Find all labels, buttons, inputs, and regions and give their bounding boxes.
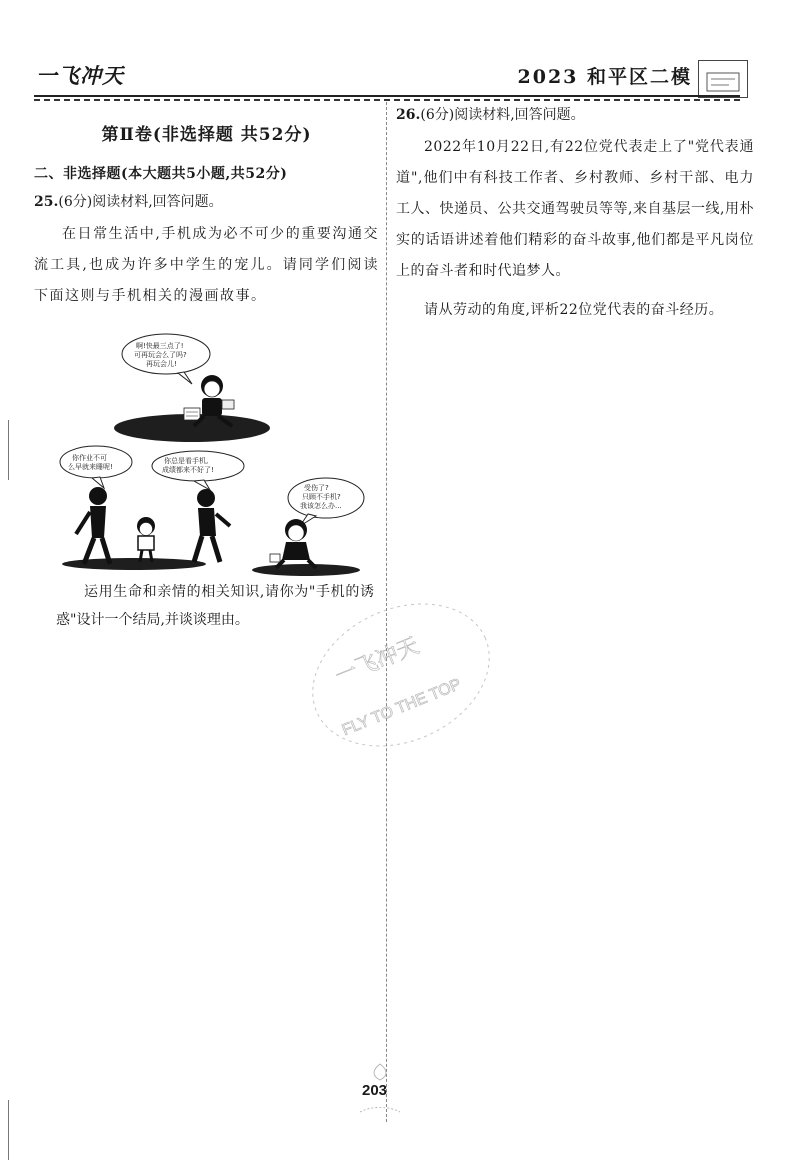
comic-bubble-2-line-1: 你作业不可: [72, 454, 107, 462]
question-25-prompt: 运用生命和亲情的相关知识,请你为"手机的诱惑"设计一个结局,并谈谈理由。: [56, 584, 374, 628]
watermark-en-text: FLY TO THE TOP: [339, 675, 464, 740]
comic-panel-1: [114, 334, 270, 442]
scan-edge-mark: [8, 420, 9, 480]
header-rule: [34, 95, 740, 97]
watermark-cn-text: 一飞冲天: [331, 633, 423, 690]
comic-bubble-2-line-2: 么早就来睡呢!: [68, 463, 113, 471]
comic-panel-2: [60, 446, 244, 570]
question-25-number: 25.: [34, 194, 59, 210]
comic-bubble-1-line-3: 再玩会儿!: [146, 360, 177, 368]
header-stamp-box: [698, 60, 748, 98]
comic-bubble-1-line-1: 啊!快最三点了!: [136, 342, 184, 350]
question-26-header: [396, 104, 754, 124]
section-title: 第Ⅱ卷(非选择题 共52分): [101, 125, 312, 145]
question-26-intro: (6分)阅读材料,回答问题。: [420, 107, 585, 123]
comic-bubble-4-line-1: 受伤了?: [304, 484, 329, 492]
left-column: [34, 110, 379, 312]
header-dashed-rule: [34, 99, 740, 101]
comic-panel-3: [252, 478, 364, 576]
comic-bubble-4-line-3: 我该怎么办...: [300, 502, 342, 510]
question-26-number: 26.: [396, 107, 421, 123]
question-26-passage: 2022年10月22日,有22位党代表走上了"党代表通道",他们中有科技工作者、乡村教师、乡村干部、电力工人、快递员、公共交通驾驶员等等,来自基层一线,用朴实的话语讲述着他们精彩的奋斗故事,他们都是平凡岗位上的奋斗者和时代追梦人。: [396, 139, 754, 279]
part-heading: 二、非选择题(本大题共5小题,共52分): [34, 166, 288, 182]
exam-title: 2023 和平区二模: [517, 66, 692, 88]
right-column: [396, 104, 754, 326]
scan-edge-mark: [8, 1100, 9, 1160]
question-26-prompt: 请从劳动的角度,评析22位党代表的奋斗经历。: [424, 302, 724, 318]
page-number: 203: [362, 1082, 388, 1099]
comic-bubble-4-line-2: 只顾不手机?: [302, 493, 341, 501]
stamp-icon: [703, 67, 743, 97]
fly-to-the-top-watermark: [296, 590, 506, 760]
comic-bubble-1-line-2: 可再玩会么了吗?: [134, 351, 187, 359]
comic-bubble-3-line-2: 成绩都来不好了!: [162, 466, 214, 474]
comic-bubble-3-line-1: 你总是看手机,: [164, 457, 209, 465]
question-25-header: [34, 191, 379, 211]
question-25-intro: (6分)阅读材料,回答问题。: [58, 194, 223, 210]
brand-logo: 一飞冲天: [36, 64, 124, 88]
phone-temptation-comic: [54, 330, 370, 590]
question-25-passage: 在日常生活中,手机成为必不可少的重要沟通交流工具,也成为许多中学生的宠儿。请同学们阅读下面这则与手机相关的漫画故事。: [34, 226, 379, 304]
